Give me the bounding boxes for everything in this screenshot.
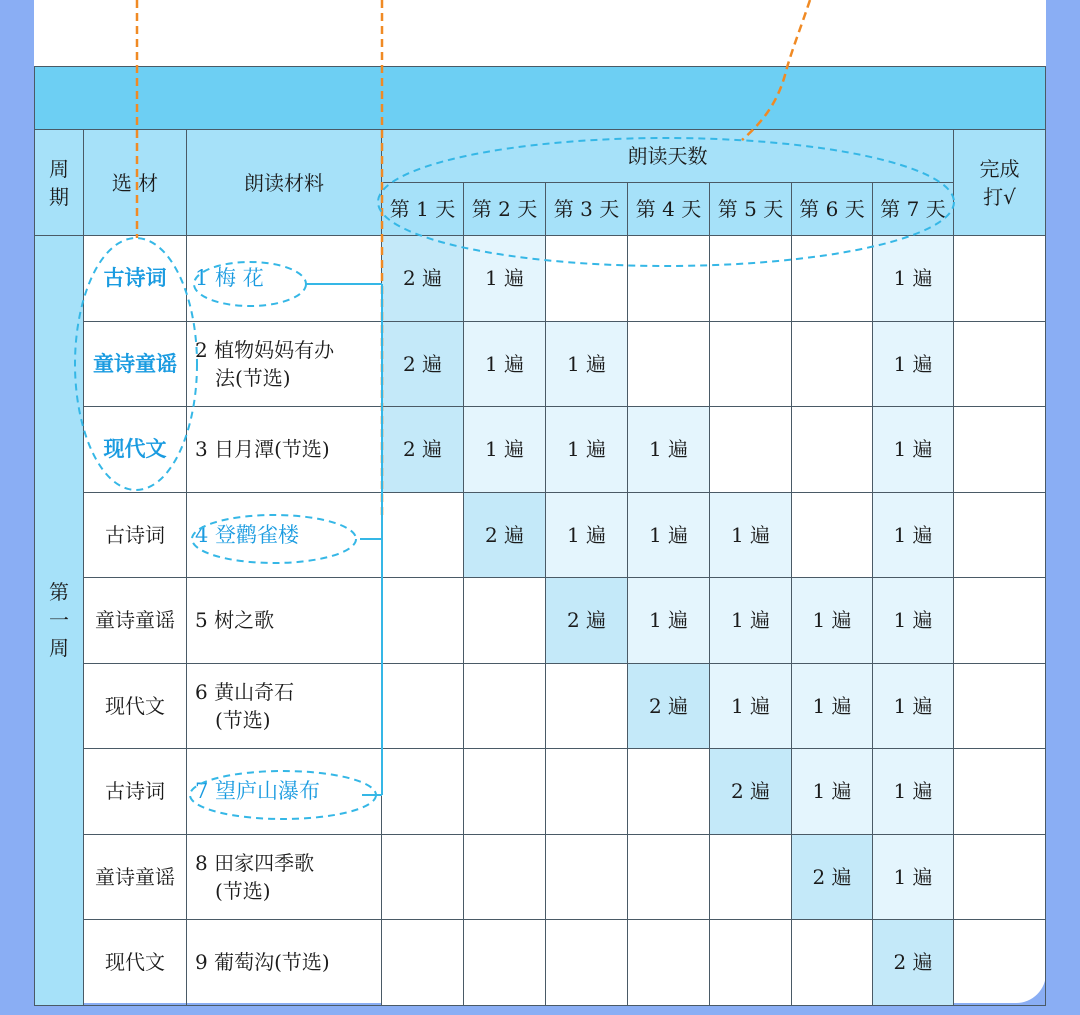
count-cell-day-1 <box>382 749 464 835</box>
material-line: (节选) <box>215 707 271 732</box>
day-header-5: 第 5 天 <box>710 183 792 236</box>
count-cell-day-1: 2 遍 <box>382 236 464 322</box>
count-cell-day-1 <box>382 493 464 579</box>
count-cell-day-5 <box>710 835 792 921</box>
count-cell-day-3: 1 遍 <box>546 322 628 408</box>
day-header-2: 第 2 天 <box>464 183 546 236</box>
category-cell: 古诗词 <box>84 236 187 322</box>
count-cell-day-6: 1 遍 <box>792 749 873 835</box>
count-cell-day-2 <box>464 664 546 750</box>
material-line: (节选) <box>215 878 271 903</box>
material-cell <box>187 664 382 750</box>
material-line: 3 日月潭(节选) <box>195 437 330 462</box>
count-cell-day-2 <box>464 835 546 921</box>
material-line: 1 梅 花 <box>195 266 264 291</box>
count-cell-day-3 <box>546 835 628 921</box>
material-text <box>195 948 330 976</box>
count-cell-day-5: 2 遍 <box>710 749 792 835</box>
count-cell-day-7: 1 遍 <box>873 664 954 750</box>
material-cell <box>187 920 382 1006</box>
header-days-group: 朗读天数 <box>382 130 954 183</box>
count-cell-day-2: 1 遍 <box>464 407 546 493</box>
count-cell-day-6: 1 遍 <box>792 578 873 664</box>
header-material: 朗读材料 <box>187 130 382 236</box>
completion-cell <box>954 493 1046 579</box>
category-cell: 现代文 <box>84 664 187 750</box>
table-title <box>34 66 1046 130</box>
count-cell-day-7: 2 遍 <box>873 920 954 1006</box>
count-cell-day-2 <box>464 920 546 1006</box>
header-period-char: 周 <box>49 156 69 181</box>
category-cell: 现代文 <box>84 920 187 1006</box>
material-line: 法(节选) <box>215 365 291 390</box>
week-label-char: 周 <box>49 636 69 661</box>
count-cell-day-5: 1 遍 <box>710 664 792 750</box>
day-header-1: 第 1 天 <box>382 183 464 236</box>
completion-cell <box>954 920 1046 1006</box>
count-cell-day-1 <box>382 920 464 1006</box>
material-line: 6 黄山奇石 <box>195 679 295 704</box>
week-label-char: 一 <box>49 608 69 633</box>
count-cell-day-5: 1 遍 <box>710 578 792 664</box>
material-line: 5 树之歌 <box>195 608 275 633</box>
category-cell: 古诗词 <box>84 749 187 835</box>
count-cell-day-5 <box>710 407 792 493</box>
material-cell <box>187 493 382 579</box>
material-text <box>195 849 314 905</box>
material-text <box>195 606 274 634</box>
header-category: 选 材 <box>84 130 187 236</box>
count-cell-day-4 <box>628 749 710 835</box>
count-cell-day-6: 2 遍 <box>792 835 873 921</box>
week-label-char: 第 <box>49 580 69 605</box>
category-cell: 童诗童谣 <box>84 835 187 921</box>
material-cell <box>187 749 382 835</box>
count-cell-day-6 <box>792 493 873 579</box>
count-cell-day-2: 1 遍 <box>464 236 546 322</box>
count-cell-day-4 <box>628 920 710 1006</box>
count-cell-day-1 <box>382 835 464 921</box>
completion-cell <box>954 236 1046 322</box>
count-cell-day-3: 1 遍 <box>546 407 628 493</box>
count-cell-day-3: 2 遍 <box>546 578 628 664</box>
count-cell-day-7: 1 遍 <box>873 236 954 322</box>
count-cell-day-3 <box>546 664 628 750</box>
category-cell: 童诗童谣 <box>84 578 187 664</box>
count-cell-day-3 <box>546 236 628 322</box>
completion-cell <box>954 322 1046 408</box>
count-cell-day-6 <box>792 920 873 1006</box>
material-cell <box>187 835 382 921</box>
material-text <box>195 435 330 463</box>
day-header-4: 第 4 天 <box>628 183 710 236</box>
category-cell: 古诗词 <box>84 493 187 579</box>
count-cell-day-4: 1 遍 <box>628 407 710 493</box>
material-cell <box>187 236 382 322</box>
count-cell-day-6 <box>792 407 873 493</box>
category-cell: 童诗童谣 <box>84 322 187 408</box>
count-cell-day-4: 1 遍 <box>628 493 710 579</box>
header-period-char: 期 <box>49 184 69 209</box>
material-line: 7 望庐山瀑布 <box>195 779 321 804</box>
material-cell <box>187 407 382 493</box>
count-cell-day-7: 1 遍 <box>873 322 954 408</box>
count-cell-day-1: 2 遍 <box>382 407 464 493</box>
count-cell-day-5: 1 遍 <box>710 493 792 579</box>
material-line: 4 登鹳雀楼 <box>195 522 300 547</box>
material-text <box>195 777 320 805</box>
material-line: 2 植物妈妈有办 <box>195 337 335 362</box>
completion-cell <box>954 749 1046 835</box>
count-cell-day-7: 1 遍 <box>873 578 954 664</box>
day-header-6: 第 6 天 <box>792 183 873 236</box>
completion-cell <box>954 664 1046 750</box>
count-cell-day-3 <box>546 920 628 1006</box>
category-cell: 现代文 <box>84 407 187 493</box>
count-cell-day-6 <box>792 322 873 408</box>
material-text <box>195 264 264 292</box>
day-header-3: 第 3 天 <box>546 183 628 236</box>
material-line: 8 田家四季歌 <box>195 850 315 875</box>
count-cell-day-4 <box>628 236 710 322</box>
count-cell-day-1: 2 遍 <box>382 322 464 408</box>
header-completion-line: 打√ <box>983 184 1016 209</box>
count-cell-day-5 <box>710 322 792 408</box>
count-cell-day-6 <box>792 236 873 322</box>
count-cell-day-4 <box>628 322 710 408</box>
material-text <box>195 336 334 392</box>
count-cell-day-7: 1 遍 <box>873 493 954 579</box>
count-cell-day-7: 1 遍 <box>873 749 954 835</box>
count-cell-day-2: 1 遍 <box>464 322 546 408</box>
header-completion-line: 完成 <box>979 156 1020 181</box>
week-label <box>34 236 84 1006</box>
completion-cell <box>954 407 1046 493</box>
material-cell <box>187 578 382 664</box>
header-completion <box>954 130 1046 236</box>
count-cell-day-4: 2 遍 <box>628 664 710 750</box>
header-period <box>34 130 84 236</box>
completion-cell <box>954 835 1046 921</box>
count-cell-day-1 <box>382 578 464 664</box>
count-cell-day-2 <box>464 578 546 664</box>
count-cell-day-7: 1 遍 <box>873 835 954 921</box>
day-header-7: 第 7 天 <box>873 183 954 236</box>
count-cell-day-3 <box>546 749 628 835</box>
completion-cell <box>954 578 1046 664</box>
material-line: 9 葡萄沟(节选) <box>195 950 330 975</box>
count-cell-day-7: 1 遍 <box>873 407 954 493</box>
count-cell-day-2: 2 遍 <box>464 493 546 579</box>
count-cell-day-5 <box>710 236 792 322</box>
count-cell-day-3: 1 遍 <box>546 493 628 579</box>
count-cell-day-4 <box>628 835 710 921</box>
count-cell-day-2 <box>464 749 546 835</box>
count-cell-day-5 <box>710 920 792 1006</box>
count-cell-day-4: 1 遍 <box>628 578 710 664</box>
material-text <box>195 521 299 549</box>
count-cell-day-1 <box>382 664 464 750</box>
material-cell <box>187 322 382 408</box>
material-text <box>195 678 294 734</box>
count-cell-day-6: 1 遍 <box>792 664 873 750</box>
